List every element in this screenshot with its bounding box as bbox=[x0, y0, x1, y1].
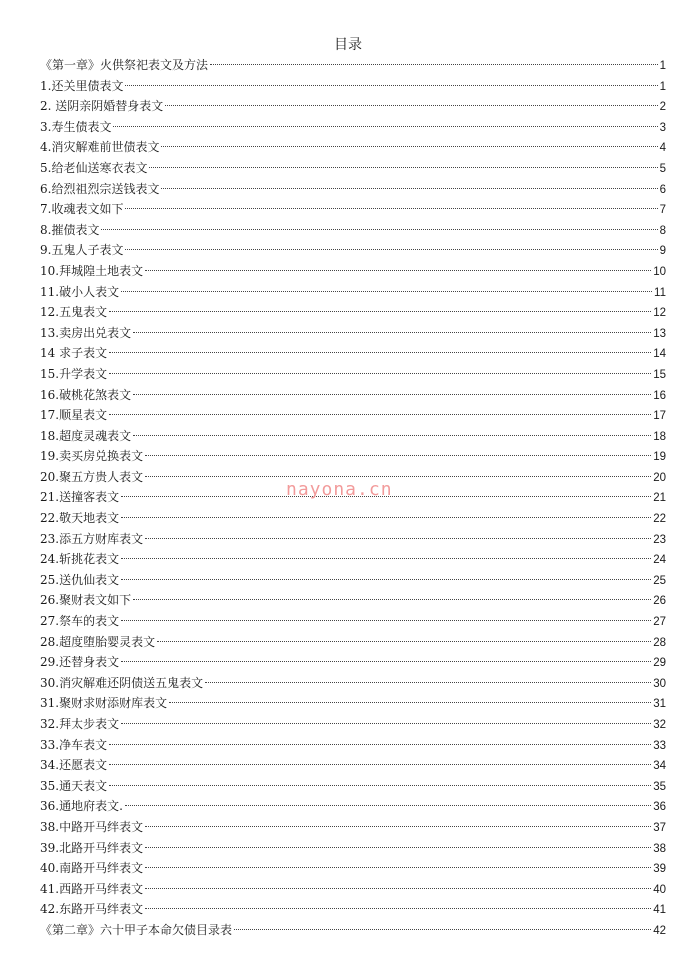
toc-entry-label: 2. 送阴亲阴婚替身表文 bbox=[40, 99, 164, 114]
dot-leader bbox=[125, 249, 657, 250]
dot-leader bbox=[169, 702, 651, 703]
toc-entry-label: 30.消灾解难还阴债送五鬼表文 bbox=[40, 675, 204, 690]
toc-entry[interactable] bbox=[40, 714, 666, 735]
toc-entry-page-number: 34 bbox=[653, 760, 666, 773]
toc-entry[interactable] bbox=[40, 446, 666, 467]
toc-entry-page-number: 6 bbox=[659, 183, 666, 196]
toc-entry-label: 4.消灾解难前世债表文 bbox=[40, 140, 160, 155]
dot-leader bbox=[101, 229, 657, 230]
toc-entry[interactable] bbox=[40, 282, 666, 303]
toc-entry-label: 40.南路开马绊表文 bbox=[40, 861, 144, 876]
toc-entry-label: 8.摧债表文 bbox=[40, 222, 100, 237]
toc-entry-label: 18.超度灵魂表文 bbox=[40, 428, 132, 443]
toc-entry-page-number: 17 bbox=[653, 410, 666, 423]
toc-entry[interactable] bbox=[40, 652, 666, 673]
toc-entry-page-number: 10 bbox=[653, 265, 666, 278]
toc-entry[interactable] bbox=[40, 261, 666, 282]
toc-entry[interactable] bbox=[40, 426, 666, 447]
dot-leader bbox=[145, 476, 651, 477]
dot-leader bbox=[145, 888, 651, 889]
toc-entry[interactable] bbox=[40, 632, 666, 653]
toc-entry-page-number: 14 bbox=[653, 348, 666, 361]
toc-entry-label: 13.卖房出兑表文 bbox=[40, 325, 132, 340]
toc-entry-page-number: 33 bbox=[653, 739, 666, 752]
toc-entry[interactable] bbox=[40, 137, 666, 158]
toc-entry-page-number: 36 bbox=[653, 801, 666, 814]
toc-entry-page-number: 7 bbox=[659, 204, 666, 217]
page-title: 目录 bbox=[334, 37, 362, 53]
dot-leader bbox=[109, 764, 651, 765]
toc-entry[interactable] bbox=[40, 755, 666, 776]
toc-entry-page-number: 38 bbox=[653, 842, 666, 855]
toc-entry-label: 9.五鬼人子表文 bbox=[40, 243, 124, 258]
toc-entry[interactable] bbox=[40, 796, 666, 817]
dot-leader bbox=[109, 352, 651, 353]
dot-leader bbox=[165, 105, 657, 106]
toc-entry[interactable] bbox=[40, 570, 666, 591]
dot-leader bbox=[121, 517, 651, 518]
dot-leader bbox=[157, 641, 651, 642]
toc-entry-page-number: 20 bbox=[653, 471, 666, 484]
toc-entry-page-number: 21 bbox=[653, 492, 666, 505]
toc-entry-label: 22.敬天地表文 bbox=[40, 511, 120, 526]
dot-leader bbox=[109, 785, 651, 786]
dot-leader bbox=[125, 85, 657, 86]
toc-entry-label: 1.还关里债表文 bbox=[40, 78, 124, 93]
toc-entry-label: 32.拜太步表文 bbox=[40, 717, 120, 731]
toc-entry-label: 3.寿生债表文 bbox=[40, 119, 112, 134]
dot-leader bbox=[145, 908, 651, 909]
toc-entry[interactable] bbox=[40, 96, 666, 117]
toc-entry-page-number: 22 bbox=[653, 513, 666, 526]
toc-entry-label: 39.北路开马绊表文 bbox=[40, 840, 144, 855]
toc-entry-label: 21.送撞客表文 bbox=[40, 490, 120, 505]
toc-entry[interactable] bbox=[40, 508, 666, 529]
toc-entry[interactable] bbox=[40, 220, 666, 241]
dot-leader bbox=[133, 394, 651, 395]
watermark: nayona.cn bbox=[286, 479, 393, 500]
dot-leader bbox=[149, 167, 657, 168]
toc-entry-page-number: 1 bbox=[659, 80, 666, 93]
toc-entry-page-number: 30 bbox=[653, 677, 666, 690]
toc-entry[interactable] bbox=[40, 405, 666, 426]
toc-entry-page-number: 9 bbox=[659, 245, 666, 258]
dot-leader bbox=[109, 311, 651, 312]
dot-leader bbox=[121, 579, 651, 580]
dot-leader bbox=[121, 291, 652, 292]
toc-entry[interactable] bbox=[40, 240, 666, 261]
dot-leader bbox=[133, 599, 651, 600]
toc-entry-label: 23.添五方财库表文 bbox=[40, 531, 144, 546]
toc-entry-page-number: 12 bbox=[653, 307, 666, 320]
toc-entry-label: 36.通地府表文. bbox=[40, 799, 123, 814]
toc-entry[interactable] bbox=[40, 611, 666, 632]
toc-entry-page-number: 1 bbox=[659, 60, 666, 72]
toc-entry-label: 35.通天表文 bbox=[40, 778, 108, 793]
toc-entry-label: 38.中路开马绊表文 bbox=[40, 819, 144, 834]
dot-leader bbox=[210, 64, 658, 65]
toc-entry[interactable] bbox=[40, 817, 666, 838]
toc-entry[interactable] bbox=[40, 55, 666, 76]
toc-entry-page-number: 2 bbox=[659, 101, 666, 114]
toc-entry-label: 7.收魂表文如下 bbox=[40, 202, 124, 217]
toc-entry-page-number: 40 bbox=[653, 883, 666, 896]
toc-entry-label: 《第一章》火供祭祀表文及方法 bbox=[40, 58, 209, 72]
toc-entry[interactable] bbox=[40, 879, 666, 900]
toc-entry-label: 25.送仇仙表文 bbox=[40, 572, 120, 587]
dot-leader bbox=[109, 414, 651, 415]
dot-leader bbox=[205, 682, 651, 683]
toc-entry-page-number: 18 bbox=[653, 430, 666, 443]
dot-leader bbox=[133, 435, 651, 436]
toc-entry[interactable] bbox=[40, 529, 666, 550]
toc-entry[interactable] bbox=[40, 343, 666, 364]
toc-entry-label: 26.聚财表文如下 bbox=[40, 593, 132, 608]
toc-entry[interactable] bbox=[40, 920, 666, 941]
toc-entry-page-number: 3 bbox=[659, 121, 666, 134]
dot-leader bbox=[121, 723, 651, 724]
toc-entry-label: 《第二章》六十甲子本命欠债目录表 bbox=[40, 922, 233, 937]
toc-entry-page-number: 35 bbox=[653, 780, 666, 793]
toc-entry-label: 33.净车表文 bbox=[40, 737, 108, 752]
toc-entry-label: 6.给烈祖烈宗送钱表文 bbox=[40, 181, 160, 196]
toc-entry-label: 12.五鬼表文 bbox=[40, 305, 108, 320]
toc-entry[interactable] bbox=[40, 179, 666, 200]
toc-entry[interactable] bbox=[40, 158, 666, 179]
dot-leader bbox=[234, 929, 651, 930]
toc-entry-label: 34.还愿表文 bbox=[40, 758, 108, 773]
toc-entry-page-number: 37 bbox=[653, 821, 666, 834]
toc-entry-label: 19.卖买房兑换表文 bbox=[40, 449, 144, 464]
toc-entry-label: 17.顺星表文 bbox=[40, 408, 108, 423]
dot-leader bbox=[121, 620, 651, 621]
dot-leader bbox=[145, 826, 651, 827]
toc-entry[interactable] bbox=[40, 838, 666, 859]
toc-entry-label: 42.东路开马绊表文 bbox=[40, 902, 144, 917]
toc-entry[interactable] bbox=[40, 385, 666, 406]
dot-leader bbox=[145, 538, 651, 539]
toc-entry-label: 29.还替身表文 bbox=[40, 655, 120, 670]
toc-entry-page-number: 25 bbox=[653, 574, 666, 587]
toc-entry-label: 41.西路开马绊表文 bbox=[40, 881, 144, 896]
toc-entry-page-number: 39 bbox=[653, 863, 666, 876]
toc-entry[interactable] bbox=[40, 899, 666, 920]
toc-entry[interactable] bbox=[40, 590, 666, 611]
dot-leader bbox=[109, 373, 651, 374]
dot-leader bbox=[133, 332, 651, 333]
toc-entry-label: 11.破小人表文 bbox=[40, 284, 120, 299]
toc-entry-page-number: 24 bbox=[653, 554, 666, 567]
toc-entry-page-number: 15 bbox=[653, 368, 666, 381]
toc-entry-label: 20.聚五方贵人表文 bbox=[40, 469, 144, 484]
toc-entry-label: 27.祭车的表文 bbox=[40, 614, 120, 629]
toc-entry-page-number: 16 bbox=[653, 389, 666, 402]
toc-entry-page-number: 23 bbox=[653, 533, 666, 546]
dot-leader bbox=[121, 661, 651, 662]
toc-entry-page-number: 32 bbox=[653, 719, 666, 731]
toc-entry-page-number: 28 bbox=[653, 636, 666, 649]
toc-entry[interactable] bbox=[40, 364, 666, 385]
toc-entry-page-number: 27 bbox=[653, 616, 666, 629]
dot-leader bbox=[145, 867, 651, 868]
toc-entry[interactable] bbox=[40, 323, 666, 344]
toc-entry-page-number: 11 bbox=[654, 286, 666, 299]
toc-entry[interactable] bbox=[40, 693, 666, 714]
dot-leader bbox=[113, 126, 657, 127]
toc-entry-page-number: 8 bbox=[659, 224, 666, 237]
toc-entry-label: 15.升学表文 bbox=[40, 366, 108, 381]
toc-entry[interactable] bbox=[40, 302, 666, 323]
dot-leader bbox=[125, 208, 657, 209]
toc-entry[interactable] bbox=[40, 76, 666, 97]
toc-entry[interactable] bbox=[40, 735, 666, 756]
toc-entry-page-number: 42 bbox=[653, 924, 666, 937]
toc-entry-page-number: 4 bbox=[659, 142, 666, 155]
dot-leader bbox=[121, 558, 651, 559]
toc-entry-label: 24.斩挑花表文 bbox=[40, 552, 120, 567]
toc-entry-label: 31.聚财求财添财库表文 bbox=[40, 696, 168, 711]
toc-entry[interactable] bbox=[40, 199, 666, 220]
dot-leader bbox=[145, 847, 651, 848]
toc-entry-page-number: 41 bbox=[653, 904, 666, 917]
toc-entry-label: 5.给老仙送寒衣表文 bbox=[40, 160, 148, 175]
toc-entry[interactable] bbox=[40, 673, 666, 694]
dot-leader bbox=[161, 146, 657, 147]
dot-leader bbox=[125, 805, 651, 806]
dot-leader bbox=[161, 188, 657, 189]
toc-entry-page-number: 29 bbox=[653, 657, 666, 670]
dot-leader bbox=[109, 744, 651, 745]
toc-entry-page-number: 5 bbox=[659, 162, 666, 175]
toc-entry-label: 28.超度堕胎婴灵表文 bbox=[40, 634, 156, 649]
toc-entry[interactable] bbox=[40, 776, 666, 797]
toc-entry-page-number: 19 bbox=[653, 451, 666, 464]
toc-entry-label: 16.破桃花煞表文 bbox=[40, 387, 132, 402]
toc-entry-page-number: 31 bbox=[653, 698, 666, 711]
toc-entry-page-number: 13 bbox=[653, 327, 666, 340]
toc-entry[interactable] bbox=[40, 549, 666, 570]
dot-leader bbox=[145, 270, 651, 271]
toc-entry-label: 14 求子表文 bbox=[40, 346, 108, 361]
toc-entry[interactable] bbox=[40, 858, 666, 879]
dot-leader bbox=[145, 455, 651, 456]
toc-entry-page-number: 26 bbox=[653, 595, 666, 608]
toc-entry[interactable] bbox=[40, 117, 666, 138]
toc-entry-label: 10.拜城隍土地表文 bbox=[40, 263, 144, 278]
